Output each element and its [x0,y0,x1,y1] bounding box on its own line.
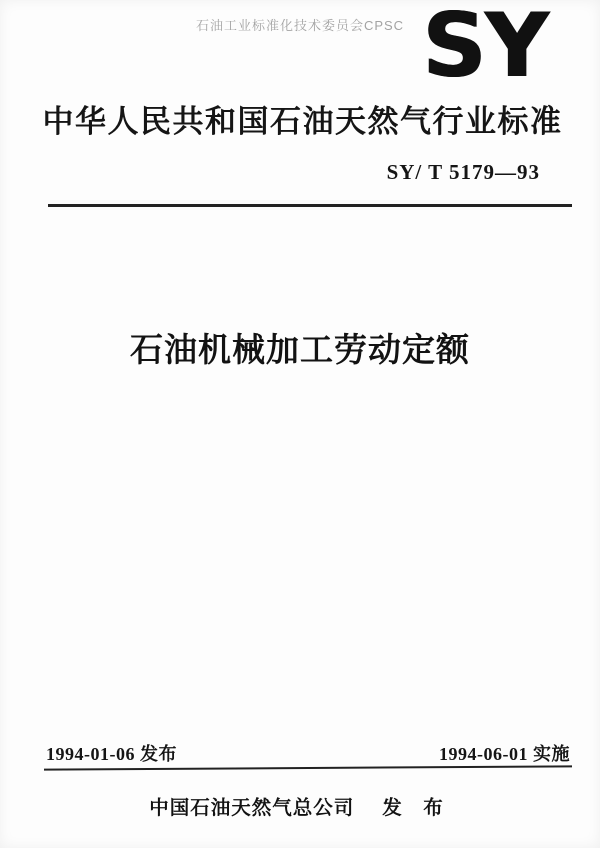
committee-header: 石油工业标准化技术委员会CPSC [195,18,405,33]
publisher-line [0,792,600,820]
implement-date: 1994-06-01 实施 [439,744,570,764]
standard-class-title: 中华人民共和国石油天然气行业标准 [42,104,563,139]
publish-action-label: 发 布 [382,797,451,819]
document-title: 石油机械加工劳动定额 [130,331,470,368]
sy-logo: SY [422,0,548,97]
standard-number: SY/ T 5179—93 [386,160,540,184]
issue-date: 1994-01-06 发布 [46,744,177,764]
footer-rule-divider [44,765,572,770]
footer-dates-row [46,740,570,766]
top-rule-divider [48,204,572,207]
publisher-name: 中国石油天然气总公司 [149,797,355,819]
